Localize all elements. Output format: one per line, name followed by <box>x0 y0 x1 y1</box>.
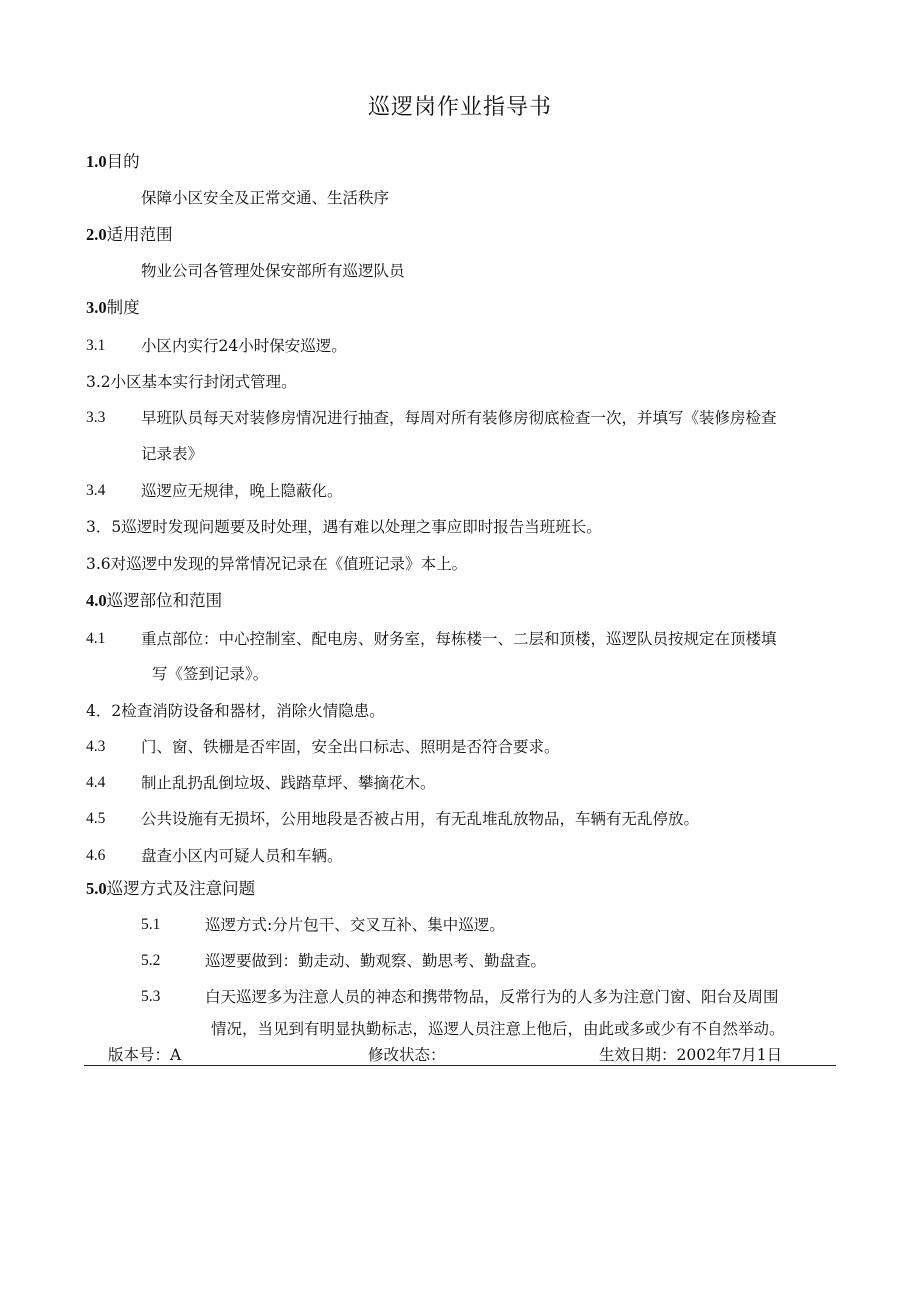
section-2-heading <box>86 223 173 247</box>
item-5-3-number: 5.3 <box>141 988 161 1005</box>
footer-effective-date: 生效日期：2002年7月1日 <box>599 1046 783 1064</box>
section-5-heading <box>86 877 255 901</box>
section-4-title: 巡逻部位和范围 <box>106 591 223 610</box>
footer-version: 版本号：A <box>108 1046 182 1064</box>
section-1-heading <box>86 150 140 174</box>
item-4-2-text: 4．2检查消防设备和器材，消除火情隐患。 <box>86 702 385 720</box>
item-3-4-number: 3.4 <box>86 482 106 499</box>
section-3-title: 制度 <box>106 298 140 317</box>
section-4-number: 4.0 <box>86 591 107 610</box>
item-4-3-text: 门、窗、铁栅是否牢固，安全出口标志、照明是否符合要求。 <box>141 738 560 756</box>
item-4-5-number: 4.5 <box>86 810 106 827</box>
item-3-5-text: 3．5巡逻时发现问题要及时处理，遇有难以处理之事应即时报告当班班长。 <box>86 518 602 536</box>
item-4-5-text: 公共设施有无损坏，公用地段是否被占用，有无乱堆乱放物品，车辆有无乱停放。 <box>141 810 700 828</box>
section-5-number: 5.0 <box>86 879 107 898</box>
item-5-2-text: 巡逻要做到：勤走动、勤观察、勤思考、勤盘查。 <box>205 952 547 970</box>
item-3-3-number: 3.3 <box>86 409 106 426</box>
item-5-1-number: 5.1 <box>141 916 161 933</box>
item-5-3-line-1: 白天巡逻多为注意人员的神态和携带物品，反常行为的人多为注意门窗、阳台及周围 <box>205 988 779 1006</box>
section-1-body: 保障小区安全及正常交通、生活秩序 <box>141 189 390 207</box>
item-5-3-line-2: 情况，当见到有明显执勤标志，巡逻人员注意上他后，由此或多或少有不自然举动。 <box>211 1020 785 1038</box>
item-4-4-text: 制止乱扔乱倒垃圾、践踏草坪、攀摘花木。 <box>141 774 436 792</box>
item-5-1-text: 巡逻方式:分片包干、交叉互补、集中巡逻。 <box>205 916 505 934</box>
item-5-2-number: 5.2 <box>141 952 161 969</box>
document-title: 巡逻岗作业指导书 <box>367 95 552 120</box>
item-3-3-line-2: 记录表》 <box>141 445 204 463</box>
section-3-heading <box>86 296 140 320</box>
section-4-heading <box>86 589 222 613</box>
section-5-title: 巡逻方式及注意问题 <box>106 879 256 898</box>
section-1-title: 目的 <box>106 152 140 171</box>
footer-divider <box>84 1065 836 1066</box>
section-2-number: 2.0 <box>86 225 107 244</box>
footer-revision-status: 修改状态： <box>368 1046 446 1064</box>
section-1-number: 1.0 <box>86 152 107 171</box>
item-4-6-number: 4.6 <box>86 847 106 864</box>
item-4-4-number: 4.4 <box>86 774 106 791</box>
item-4-1-line-2: 写《签到记录》。 <box>152 665 269 683</box>
item-3-6-text: 3.6对巡逻中发现的异常情况记录在《值班记录》本上。 <box>86 555 468 573</box>
item-4-1-line-1: 重点部位：中心控制室、配电房、财务室，每栋楼一、二层和顶楼，巡逻队员按规定在顶楼填 <box>141 630 777 648</box>
item-4-6-text: 盘查小区内可疑人员和车辆。 <box>141 847 343 865</box>
item-3-1-text: 小区内实行24小时保安巡逻。 <box>141 337 347 355</box>
item-3-2-text: 3.2小区基本实行封闭式管理。 <box>86 373 297 391</box>
item-4-1-number: 4.1 <box>86 630 106 647</box>
item-3-3-line-1: 早班队员每天对装修房情况进行抽查，每周对所有装修房彻底检查一次，并填写《装修房检查 <box>141 409 777 427</box>
section-2-body: 物业公司各管理处保安部所有巡逻队员 <box>141 262 405 280</box>
section-3-number: 3.0 <box>86 298 107 317</box>
item-3-4-text: 巡逻应无规律，晚上隐蔽化。 <box>141 482 343 500</box>
item-3-1-number: 3.1 <box>86 337 106 354</box>
item-4-3-number: 4.3 <box>86 738 106 755</box>
section-2-title: 适用范围 <box>106 225 173 244</box>
